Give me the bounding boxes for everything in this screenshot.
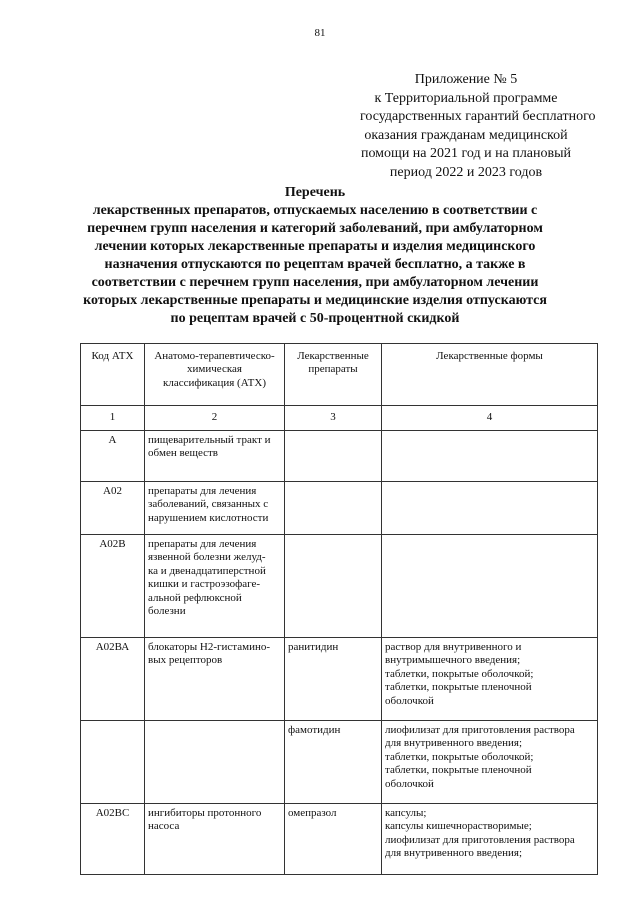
classification-cell	[145, 804, 285, 875]
page-number: 81	[314, 27, 326, 39]
cell-text: обмен веществ	[148, 447, 218, 460]
cell-text: кишки и гастроэзофаге-	[148, 578, 261, 591]
atx-code-cell	[81, 431, 145, 482]
dosage-forms-cell	[382, 431, 598, 482]
column-number: 2	[145, 406, 285, 431]
cell-text: таблетки, покрытые оболочкой;	[385, 667, 534, 680]
cell-text: лиофилизат для приготовления раствора	[385, 724, 575, 736]
dosage-forms-cell	[382, 804, 598, 875]
appendix-line: период 2022 и 2023 годов	[389, 164, 543, 180]
cell-text: оболочкой	[385, 694, 434, 707]
drug-cell	[285, 482, 382, 535]
cell-text: ранитидин	[288, 641, 339, 653]
column-number: 3	[285, 406, 382, 431]
cell-text: ка и двенадцатиперстной	[148, 564, 266, 577]
cell-text: язвенной болезни желуд-	[148, 551, 266, 564]
table-row	[81, 638, 598, 721]
table-row	[81, 804, 598, 875]
cell-text: препараты для лечения	[148, 485, 257, 497]
cell-text: внутримышечного введения;	[385, 654, 521, 667]
cell-text: для внутривенного введения;	[385, 847, 523, 860]
header-forms: Лекарственные формы	[382, 344, 598, 406]
cell-text: альной рефлюксной	[148, 591, 242, 604]
cell-text: А02	[103, 485, 122, 497]
dosage-forms-cell	[382, 482, 598, 535]
table-body	[81, 431, 598, 875]
column-number: 4	[382, 406, 598, 431]
classification-cell	[145, 721, 285, 804]
header-drugs: Лекарственные препараты	[285, 344, 382, 406]
cell-text: А02ВА	[95, 641, 130, 653]
classification-cell	[145, 638, 285, 721]
drug-cell	[285, 721, 382, 804]
dosage-forms-cell	[382, 721, 598, 804]
cell-text: лиофилизат для приготовления раствора	[385, 833, 575, 846]
title-line: Перечень	[284, 185, 346, 200]
cell-text: вых рецепторов	[148, 654, 223, 667]
dosage-forms-cell	[382, 638, 598, 721]
cell-text: насоса	[148, 820, 180, 833]
title-line: лекарственных препаратов, отпускаемых населению в соответствии с	[92, 203, 538, 218]
appendix-line: Приложение № 5	[414, 72, 518, 87]
cell-text: ингибиторы протонного	[148, 807, 262, 819]
table-row	[81, 431, 598, 482]
atx-code-cell	[81, 804, 145, 875]
title-line: назначения отпускаются по рецептам врачей бесплатно, а также в	[104, 257, 526, 272]
cell-text: капсулы;	[385, 807, 427, 819]
table-row	[81, 535, 598, 638]
table-header-row	[81, 344, 598, 406]
cell-text: омепразол	[288, 807, 337, 819]
classification-cell	[145, 535, 285, 638]
title-line: лечении которых лекарственные препараты и изделия медицинского	[94, 239, 536, 254]
cell-text: блокаторы Н2-гистамино-	[148, 641, 270, 653]
cell-text: препараты для лечения	[148, 538, 257, 550]
column-number-row	[81, 406, 598, 431]
drug-cell	[285, 804, 382, 875]
appendix-line: к Территориальной программе	[374, 90, 558, 106]
classification-cell	[145, 431, 285, 482]
cell-text: для внутривенного введения;	[385, 737, 523, 750]
title-line: по рецептам врачей с 50-процентной скидкой	[170, 311, 460, 326]
cell-text: раствор для внутривенного и	[385, 641, 522, 653]
drug-cell	[285, 638, 382, 721]
dosage-forms-cell	[382, 535, 598, 638]
table-row	[81, 721, 598, 804]
drug-cell	[285, 535, 382, 638]
cell-text: болезни	[148, 605, 186, 618]
cell-text: таблетки, покрытые пленочной	[385, 681, 532, 694]
cell-text: нарушением кислотности	[148, 511, 269, 524]
cell-text: А02ВС	[95, 807, 130, 819]
document-title	[60, 184, 570, 328]
appendix-header	[360, 71, 596, 182]
atx-code-cell	[81, 535, 145, 638]
cell-text: таблетки, покрытые оболочкой;	[385, 750, 534, 763]
cell-text: оболочкой	[385, 777, 434, 790]
atx-code-cell	[81, 482, 145, 535]
cell-text: заболеваний, связанных с	[148, 498, 269, 511]
appendix-line: государственных гарантий бесплатного	[360, 109, 596, 124]
atx-code-cell	[81, 721, 145, 804]
header-code: Код АТХ	[81, 344, 145, 406]
classification-cell	[145, 482, 285, 535]
cell-text: капсулы кишечнорастворимые;	[385, 820, 532, 833]
drug-cell	[285, 431, 382, 482]
appendix-line: помощи на 2021 год и на плановый	[360, 146, 572, 161]
column-number: 1	[81, 406, 145, 431]
atx-code-cell	[81, 638, 145, 721]
cell-text: таблетки, покрытые пленочной	[385, 764, 532, 777]
cell-text: пищеварительный тракт и	[148, 434, 271, 446]
cell-text: А02В	[99, 538, 126, 550]
atx-drug-table	[80, 343, 598, 875]
cell-text: А	[108, 434, 117, 446]
header-classification: Анатомо-терапевтическо- химическая классификация (АТХ)	[145, 344, 285, 406]
table-row	[81, 482, 598, 535]
cell-text: фамотидин	[288, 724, 341, 736]
title-line: перечнем групп населения и категорий заболеваний, при амбулаторном	[87, 221, 543, 236]
title-line: которых лекарственные препараты и медицинские изделия отпускаются	[83, 293, 547, 308]
title-line: соответствии с перечнем групп населения, при амбулаторном лечении	[91, 275, 539, 290]
appendix-line: оказания гражданам медицинской	[364, 127, 568, 143]
